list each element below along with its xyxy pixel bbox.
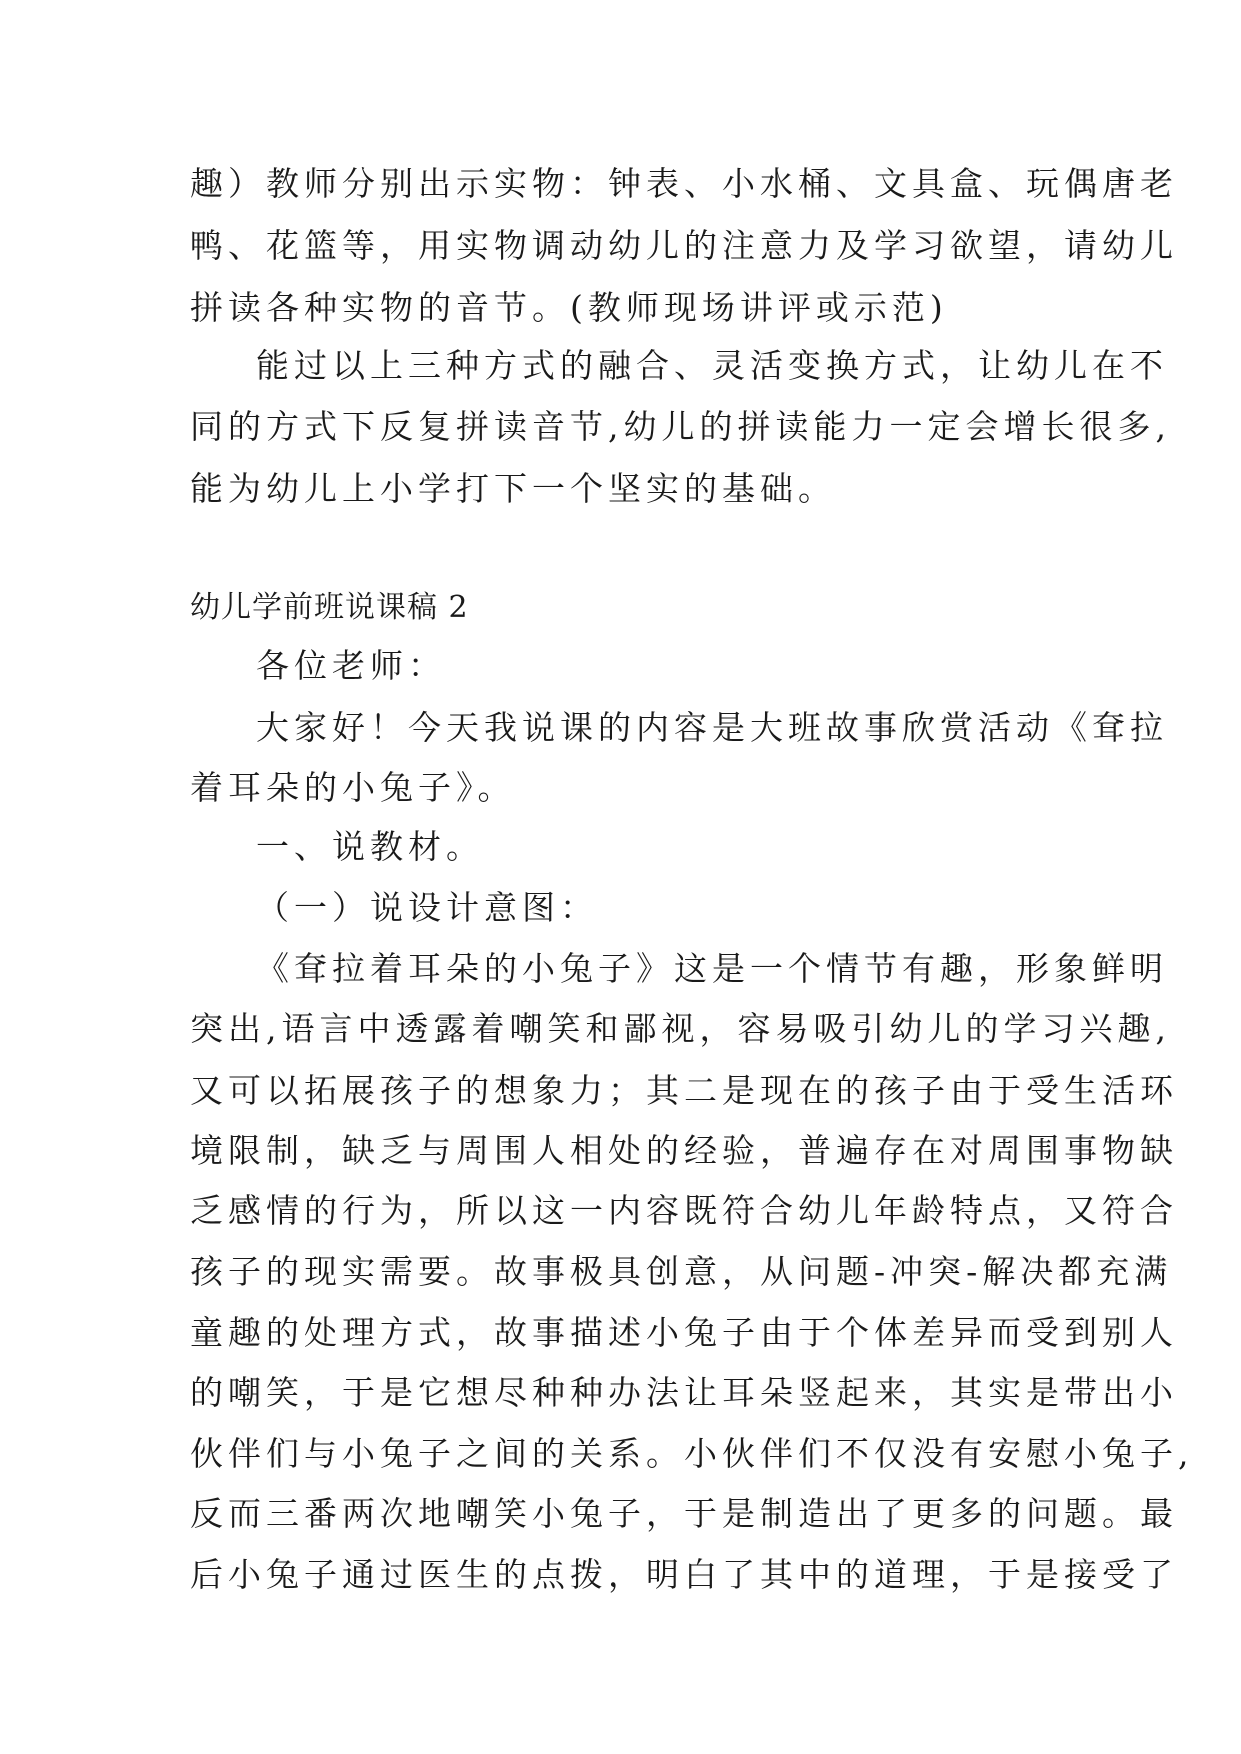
heading-level-2: （一）说设计意图： — [256, 888, 598, 927]
paragraph-line: 鸭、花篮等，用实物调动幼儿的注意力及学习欲望，请幼儿 — [190, 226, 1178, 265]
paragraph-line: 的嘲笑，于是它想尽种种办法让耳朵竖起来，其实是带出小 — [190, 1373, 1178, 1412]
paragraph-line: 《耷拉着耳朵的小兔子》这是一个情节有趣，形象鲜明 — [256, 949, 1168, 988]
paragraph-line: 乏感情的行为，所以这一内容既符合幼儿年龄特点，又符合 — [190, 1191, 1178, 1230]
paragraph-line: 同的方式下反复拼读音节,幼儿的拼读能力一定会增长很多, — [190, 407, 1171, 446]
greeting: 各位老师： — [256, 646, 446, 685]
paragraph-line: 趣）教师分别出示实物：钟表、小水桶、文具盒、玩偶唐老 — [190, 164, 1178, 203]
paragraph-line: 反而三番两次地嘲笑小兔子，于是制造出了更多的问题。最 — [190, 1494, 1178, 1533]
section-title: 幼儿学前班说课稿 2 — [190, 590, 469, 625]
paragraph-line: 拼读各种实物的音节。(教师现场讲评或示范) — [190, 288, 948, 327]
paragraph-line: 突出,语言中透露着嘲笑和鄙视，容易吸引幼儿的学习兴趣, — [190, 1009, 1171, 1048]
paragraph-line: 大家好！今天我说课的内容是大班故事欣赏活动《耷拉 — [256, 708, 1168, 747]
paragraph-line: 后小兔子通过医生的点拨，明白了其中的道理，于是接受了 — [190, 1555, 1178, 1594]
heading-level-1: 一、说教材。 — [256, 827, 484, 866]
paragraph-line: 又可以拓展孩子的想象力；其二是现在的孩子由于受生活环 — [190, 1071, 1178, 1110]
paragraph-line: 能过以上三种方式的融合、灵活变换方式，让幼儿在不 — [256, 346, 1168, 385]
paragraph-line: 童趣的处理方式，故事描述小兔子由于个体差异而受到别人 — [190, 1313, 1178, 1352]
paragraph-line: 着耳朵的小兔子》。 — [190, 768, 516, 807]
paragraph-line: 伙伴们与小兔子之间的关系。小伙伴们不仅没有安慰小兔子, — [190, 1434, 1194, 1473]
paragraph-line: 能为幼儿上小学打下一个坚实的基础。 — [190, 469, 836, 508]
paragraph-line: 孩子的现实需要。故事极具创意，从问题-冲突-解决都充满 — [190, 1252, 1173, 1291]
paragraph-line: 境限制，缺乏与周围人相处的经验，普遍存在对周围事物缺 — [190, 1131, 1178, 1170]
